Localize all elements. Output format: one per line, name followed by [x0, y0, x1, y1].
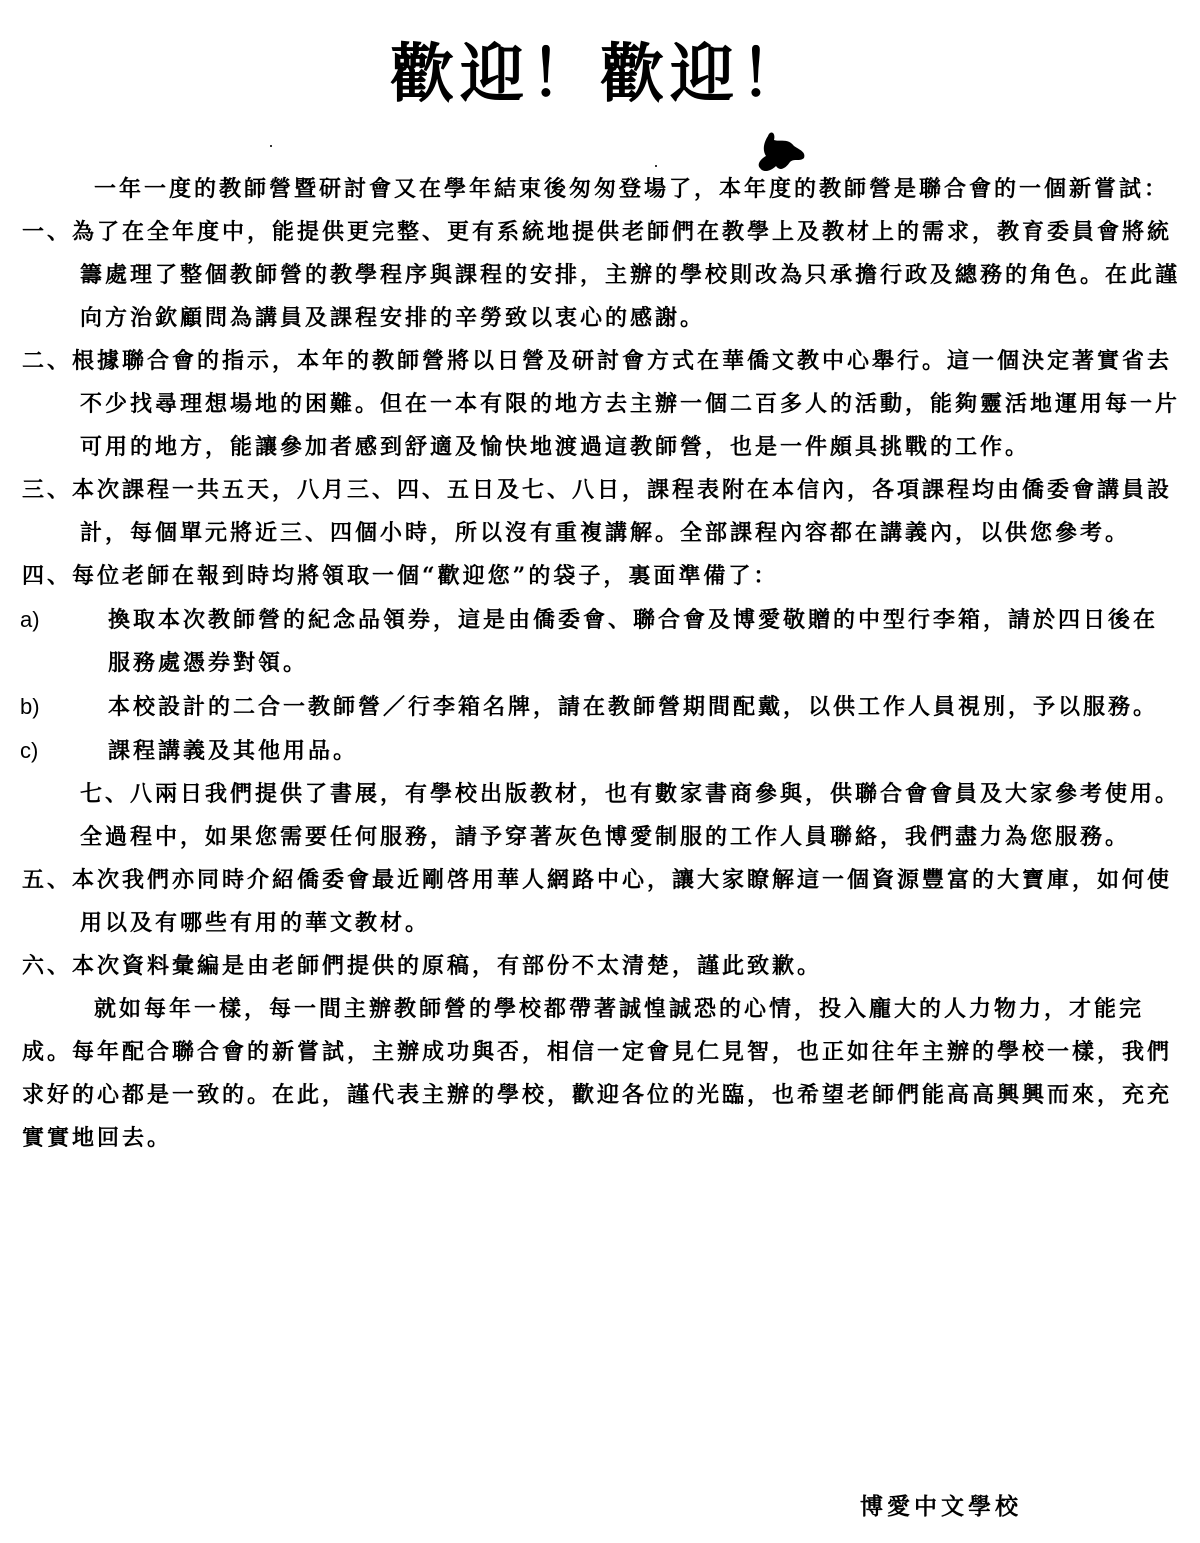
sub-item-text: 課程講義及其他用品。 — [108, 738, 359, 764]
sub-list-item — [22, 685, 1182, 729]
item-number: 六、 — [22, 953, 73, 979]
list-item — [22, 555, 1182, 598]
item-number: 二、 — [22, 348, 73, 374]
item-text: 每位老師在報到時均將領取一個“歡迎您”的袋子，裏面準備了： — [72, 563, 779, 589]
sub-item-letter: b) — [20, 694, 40, 719]
item-number: 四、 — [22, 563, 73, 589]
letter-body — [22, 168, 1182, 1160]
list-item — [22, 945, 1182, 988]
item-text: 本次我們亦同時介紹僑委會最近剛啓用華人網路中心，讓大家瞭解這一個資源豐富的大寶庫，如何使用以及有哪些有用的華文教材。 — [72, 867, 1173, 936]
sub-item-letter: c) — [20, 738, 39, 763]
list-item — [22, 469, 1182, 555]
list-item — [22, 340, 1182, 469]
note-paragraph: 全過程中，如果您需要任何服務，請予穿著灰色博愛制服的工作人員聯絡，我們盡力為您服務。 — [80, 824, 1131, 850]
stray-dot — [655, 165, 657, 167]
sub-item-letter: a) — [20, 607, 40, 632]
item-text: 本次課程一共五天，八月三、四、五日及七、八日，課程表附在本信內，各項課程均由僑委會講員設計，每個單元將近三、四個小時，所以沒有重複講解。全部課程內容都在講義內，以供您參考。 — [72, 477, 1173, 546]
item-number: 五、 — [22, 867, 73, 893]
intro-paragraph: 一年一度的教師營暨研討會又在學年結束後匆匆登場了，本年度的教師營是聯合會的一個新嘗試： — [94, 176, 1170, 202]
sub-item-text: 本校設計的二合一教師營／行李箱名牌，請在教師營期間配戴，以供工作人員視別，予以服務。 — [108, 694, 1159, 720]
list-item — [22, 211, 1182, 340]
item-number: 一、 — [22, 219, 73, 245]
closing-paragraph: 就如每年一樣，每一間主辦教師營的學校都帶著誠惶誠恐的心情，投入龐大的人力物力，才能完成。每年配合聯合會的新嘗試，主辦成功與否，相信一定會見仁見智，也正如往年主辦的學校一樣，我們求好的心都是一致的。在此，謹代表主辦的學校，歡迎各位的光臨，也希望老師們能高高興興而來，充充實實地回去。 — [22, 996, 1173, 1151]
page-title: 歡迎！歡迎！ — [390, 37, 810, 112]
sub-list-item — [22, 598, 1182, 685]
stray-dot — [270, 145, 272, 147]
sub-list-item — [22, 729, 1182, 773]
sub-item-text: 換取本次教師營的紀念品領券，這是由僑委會、聯合會及博愛敬贈的中型行李箱，請於四日後在服務處憑券對領。 — [108, 607, 1159, 676]
item-text: 根據聯合會的指示，本年的教師營將以日營及研討會方式在華僑文教中心舉行。這一個決定著實省去不少找尋理想場地的困難。但在一本有限的地方去主辦一個二百多人的活動，能夠靈活地運用每一片可用的地方，能讓參加者感到舒適及愉快地渡過這教師營，也是一件頗具挑戰的工作。 — [72, 348, 1181, 460]
list-item — [22, 859, 1182, 945]
item-text: 本次資料彙編是由老師們提供的原稿，有部份不太清楚，謹此致歉。 — [72, 953, 823, 979]
item-number: 三、 — [22, 477, 73, 503]
note-paragraph: 七、八兩日我們提供了書展，有學校出版教材，也有數家書商參與，供聯合會會員及大家參考使用。 — [80, 781, 1181, 807]
signature: 博愛中文學校 — [860, 1493, 1022, 1520]
item-text: 為了在全年度中，能提供更完整、更有系統地提供老師們在教學上及教材上的需求，教育委員會將統籌處理了整個教師營的教學程序與課程的安排，主辦的學校則改為只承擔行政及總務的角色。在此謹向方治欽顧問為講員及課程安排的辛勞致以衷心的感謝。 — [72, 219, 1181, 331]
